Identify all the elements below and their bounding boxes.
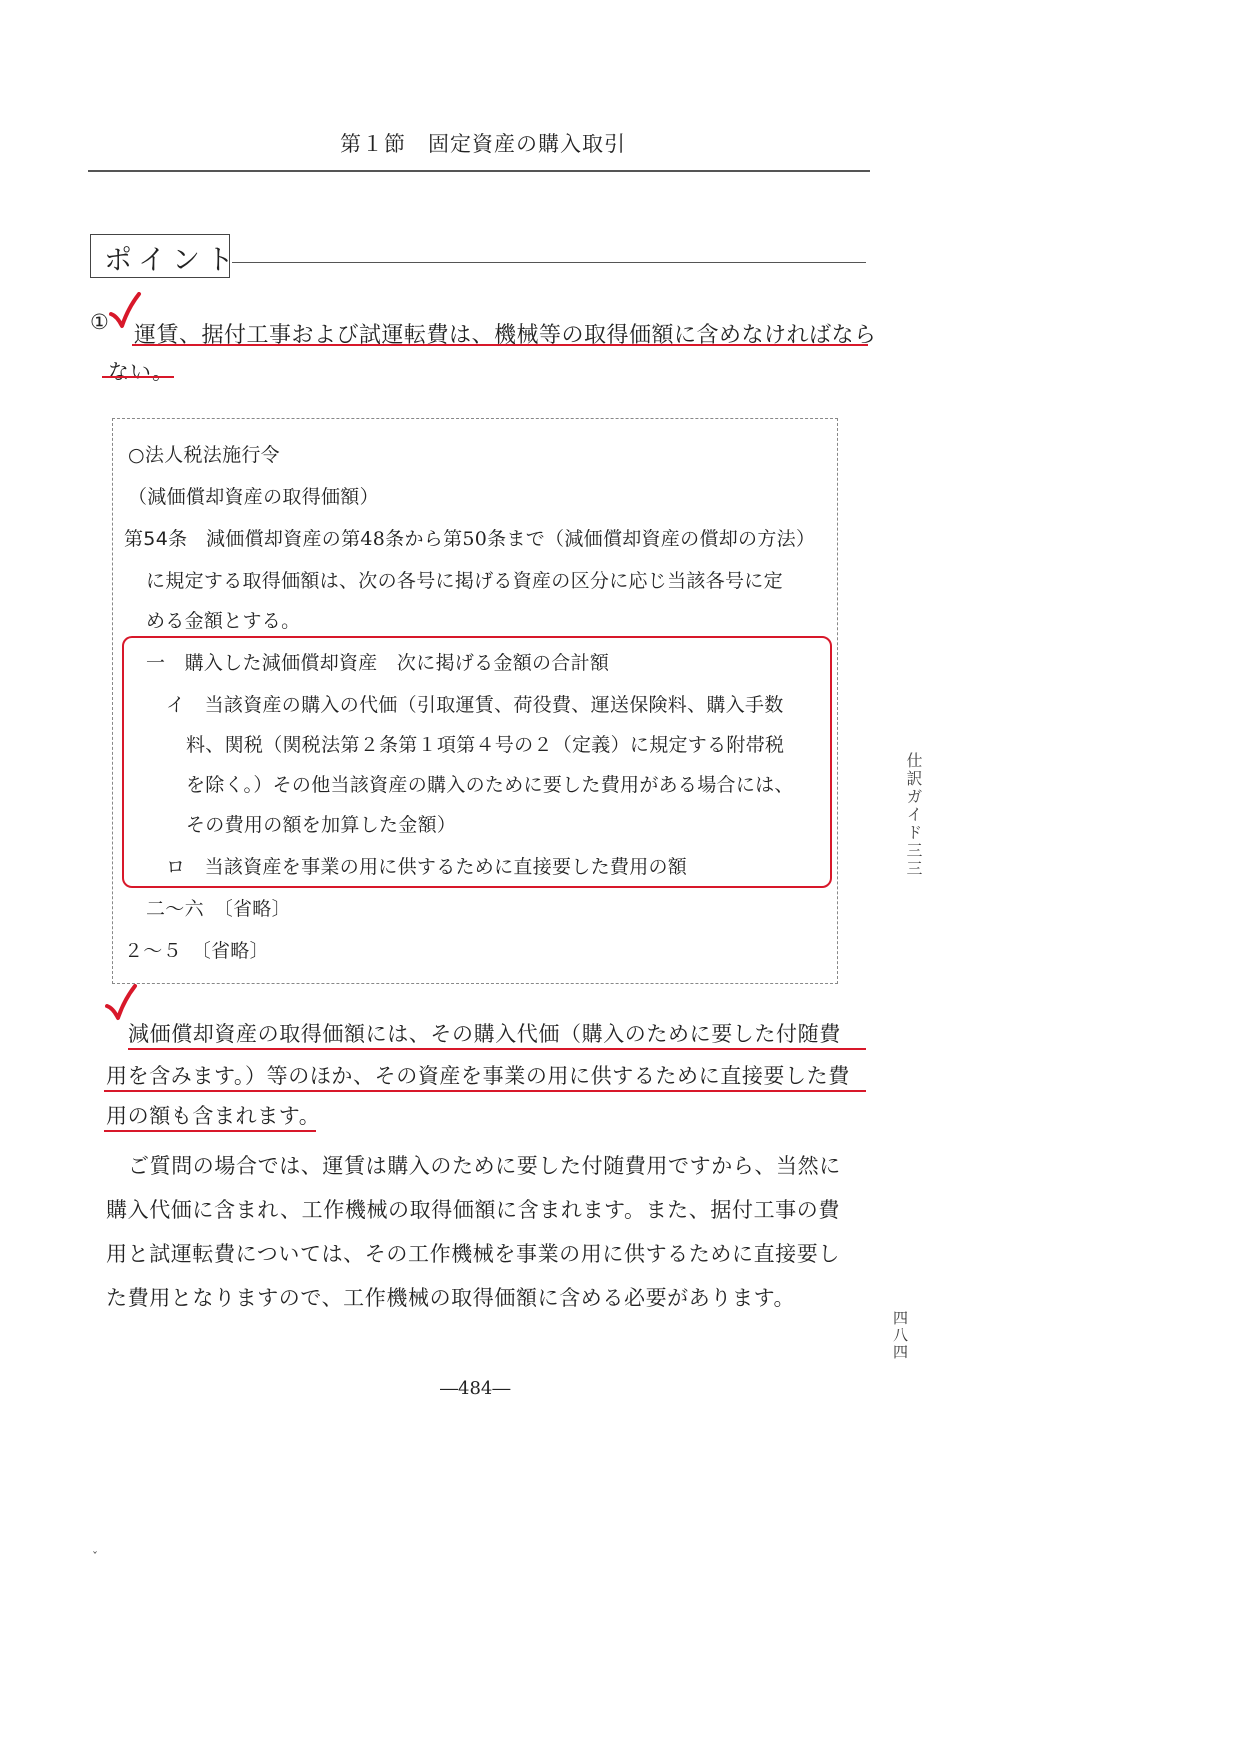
header-divider [88,170,870,172]
side-guide-label: 仕訳ガイド三三 [904,752,923,878]
page-number: ―484― [440,1378,511,1399]
explanation-line2: 用を含みます。）等のほか、その資産を事業の用に供するために直接要した費 [106,1064,850,1088]
explanation-line3: 用の額も含まれます。 [106,1104,321,1128]
law-caption: （減価償却資産の取得価額） [128,486,379,508]
article-text-line2: に規定する取得価額は、次の各号に掲げる資産の区分に応じ当該各号に定 [146,570,783,592]
law-item-1: 一 購入した減価償却資産 次に掲げる金額の合計額 [146,652,610,674]
answer-line4: た費用となりますので、工作機械の取得価額に含める必要があります。 [106,1286,796,1310]
law-items-omitted: 二～六 〔省略〕 [146,898,291,920]
law-source: ○法人税法施行令 [128,444,280,466]
answer-line1: ご質問の場合では、運賃は購入のために要した付随費用ですから、当然に [128,1154,841,1178]
article-number: 第54条 [124,528,188,550]
law-subitem-ro: ロ 当該資産を事業の用に供するために直接要した費用の額 [166,856,688,878]
scan-speck: ˇ [92,1550,98,1564]
item-number: ① [90,310,109,334]
underline-annotation [104,1090,866,1092]
underline-annotation [132,344,868,346]
point-text-line1: 運賃、据付工事および試運転費は、機械等の取得価額に含めなければなら [134,323,877,348]
law-subitem-i-line4: その費用の額を加算した金額） [186,814,457,836]
point-heading: ポイント [104,243,241,276]
explanation-line1: 減価償却資産の取得価額には、その購入代価（購入のために要した付随費 [128,1022,841,1046]
law-subitem-i-line3: を除く。）その他当該資産の購入のために要した費用がある場合には、 [186,774,794,796]
section-title: 第１節 固定資産の購入取引 [340,132,626,156]
law-paragraphs-omitted: ２～５ 〔省略〕 [124,940,269,962]
answer-line2: 購入代価に含まれ、工作機械の取得価額に含まれます。また、据付工事の費 [106,1198,840,1222]
underline-annotation [104,1130,316,1132]
side-page-kanji: 四八四 [891,1310,909,1361]
law-subitem-i-line2: 料、関税（関税法第２条第１項第４号の２（定義）に規定する附帯税 [186,734,785,756]
underline-annotation [102,376,174,378]
point-divider [232,262,866,263]
article-text-line1: 減価償却資産の第48条から第50条まで（減価償却資産の償却の方法） [206,528,816,550]
point-text-line2: ない。 [108,360,174,384]
answer-line3: 用と試運転費については、その工作機械を事業の用に供するために直接要し [106,1242,840,1266]
underline-annotation [128,1048,866,1050]
law-subitem-i-line1: イ 当該資産の購入の代価（引取運賃、荷役費、運送保険料、購入手数 [166,694,784,716]
article-text-line3: める金額とする。 [146,610,301,632]
